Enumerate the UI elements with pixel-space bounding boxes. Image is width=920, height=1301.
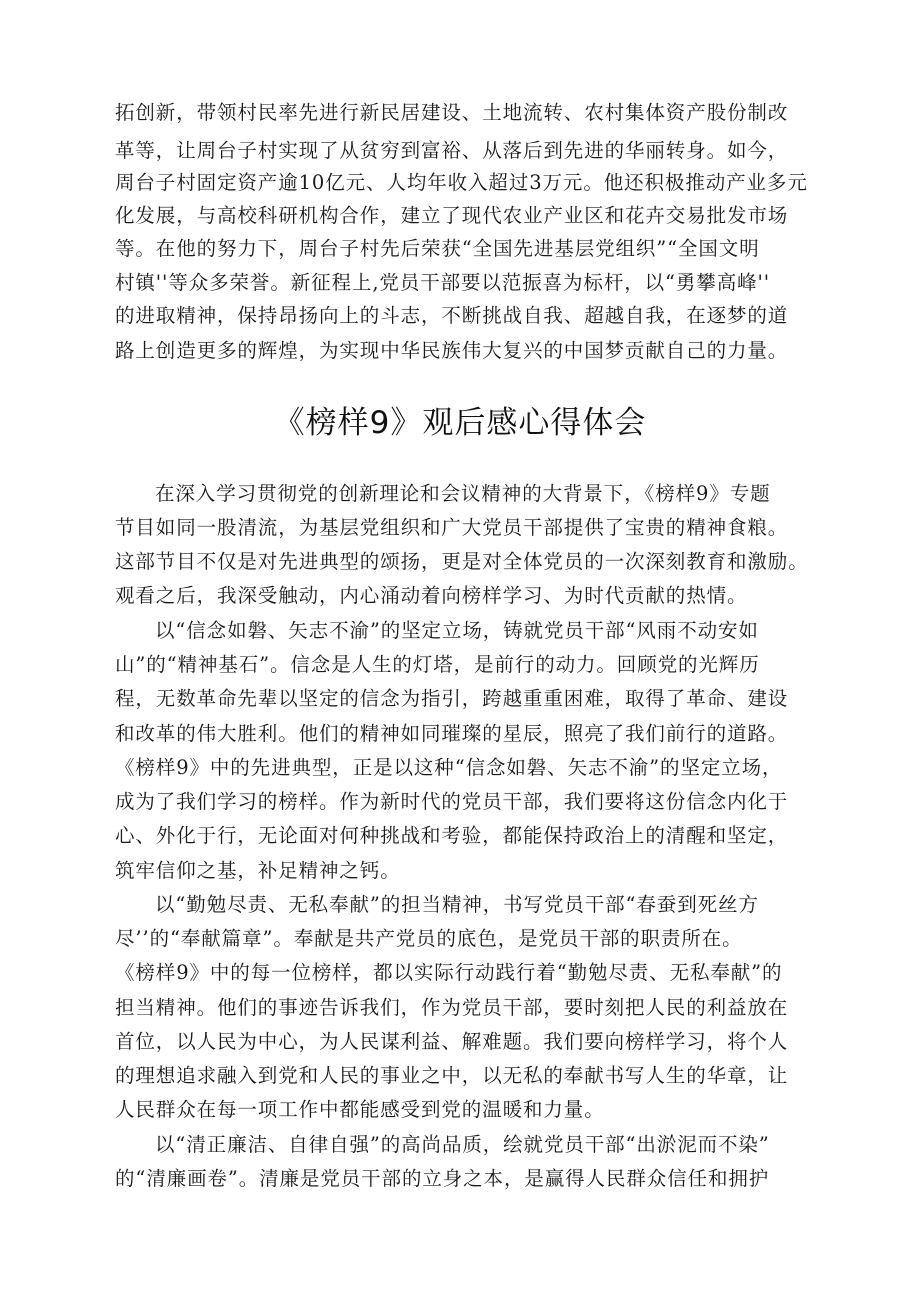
paragraph-line: 的进取精神，保持昂扬向上的斗志，不断挑战自我、超越自我，在逐梦的道 (115, 304, 789, 327)
paragraph-line: 以“清正廉洁、自律自强”的高尚品质，绘就党员干部“出淤泥而不染” (155, 1133, 770, 1156)
paragraph-line: 首位，以人民为中心，为人民谋利益、解难题。我们要向榜样学习，将个人 (115, 1030, 789, 1053)
document-title: 《榜样9》观后感心得体会 (273, 405, 647, 441)
paragraph-line: 路上创造更多的辉煌，为实现中华民族伟大复兴的中国梦贡献自己的力量。 (115, 339, 789, 362)
paragraph-line: 观看之后，我深受触动，内心涌动着向榜样学习、为时代贡献的热情。 (115, 584, 748, 607)
paragraph-line: 以“信念如磐、矢志不渝”的坚定立场，铸就党员干部“风雨不动安如 (155, 619, 759, 642)
paragraph-line: 的理想追求融入到党和人民的事业之中，以无私的奉献书写人生的华章，让 (115, 1064, 789, 1087)
paragraph-line: 程，无数革命先辈以坚定的信念为指引，跨越重重困难，取得了革命、建设 (115, 687, 789, 710)
paragraph-line: 在深入学习贯彻党的创新理论和会议精神的大背景下，《榜样9》专题 (155, 482, 771, 505)
paragraph-line: 人民群众在每一项工作中都能感受到党的温暖和力量。 (115, 1098, 605, 1121)
paragraph-line: 尽’’的“奉献篇章”。奉献是共产党员的底色，是党员干部的职责所在。 (115, 927, 743, 950)
paragraph-line: 拓创新，带领村民率先进行新民居建设、土地流转、农村集体资产股份制改 (115, 101, 789, 124)
paragraph-line: 成为了我们学习的榜样。作为新时代的党员干部，我们要将这份信念内化于 (115, 790, 789, 813)
paragraph-line: 以“勤勉尽责、无私奉献”的担当精神，书写党员干部“春蚕到死丝方 (155, 893, 759, 916)
paragraph-line: 这部节目不仅是对先进典型的颂扬，更是对全体党员的一次深刻教育和激励。 (115, 550, 809, 573)
paragraph-line: 革等，让周台子村实现了从贫穷到富裕、从落后到先进的华丽转身。如今， (115, 139, 789, 162)
paragraph-line: 村镇''等众多荣誉。新征程上,党员干部要以范振喜为标杆，以“勇攀高峰'' (115, 271, 771, 294)
paragraph-line: 等。在他的努力下，周台子村先后荣获“全国先进基层党组织”“全国文明 (115, 237, 760, 260)
paragraph-line: 周台子村固定资产逾10亿元、人均年收入超过3万元。他还积极推动产业多元 (115, 171, 808, 194)
paragraph-line: 节目如同一股清流，为基层党组织和广大党员干部提供了宝贵的精神食粮。 (115, 516, 789, 539)
paragraph-line: 山”的“精神基石”。信念是人生的灯塔，是前行的动力。回顾党的光辉历 (115, 653, 760, 676)
paragraph-line: 《榜样9》中的先进典型，正是以这种“信念如磐、矢志不渝”的坚定立场， (115, 756, 783, 779)
paragraph-line: 和改革的伟大胜利。他们的精神如同璀璨的星辰，照亮了我们前行的道路。 (115, 722, 789, 745)
paragraph-line: 的“清廉画卷”。清廉是党员干部的立身之本，是赢得人民群众信任和拥护 (115, 1167, 770, 1190)
paragraph-line: 化发展，与高校科研机构合作，建立了现代农业产业区和花卉交易批发市场 (115, 204, 789, 227)
paragraph-line: 心、外化于行，无论面对何种挑战和考验，都能保持政治上的清醒和坚定， (115, 824, 789, 847)
paragraph-line: 筑牢信仰之基，补足精神之钙。 (115, 859, 401, 882)
paragraph-line: 担当精神。他们的事迹告诉我们，作为党员干部，要时刻把人民的利益放在 (115, 996, 789, 1019)
paragraph-line: 《榜样9》中的每一位榜样，都以实际行动践行着“勤勉尽责、无私奉献”的 (115, 961, 783, 984)
